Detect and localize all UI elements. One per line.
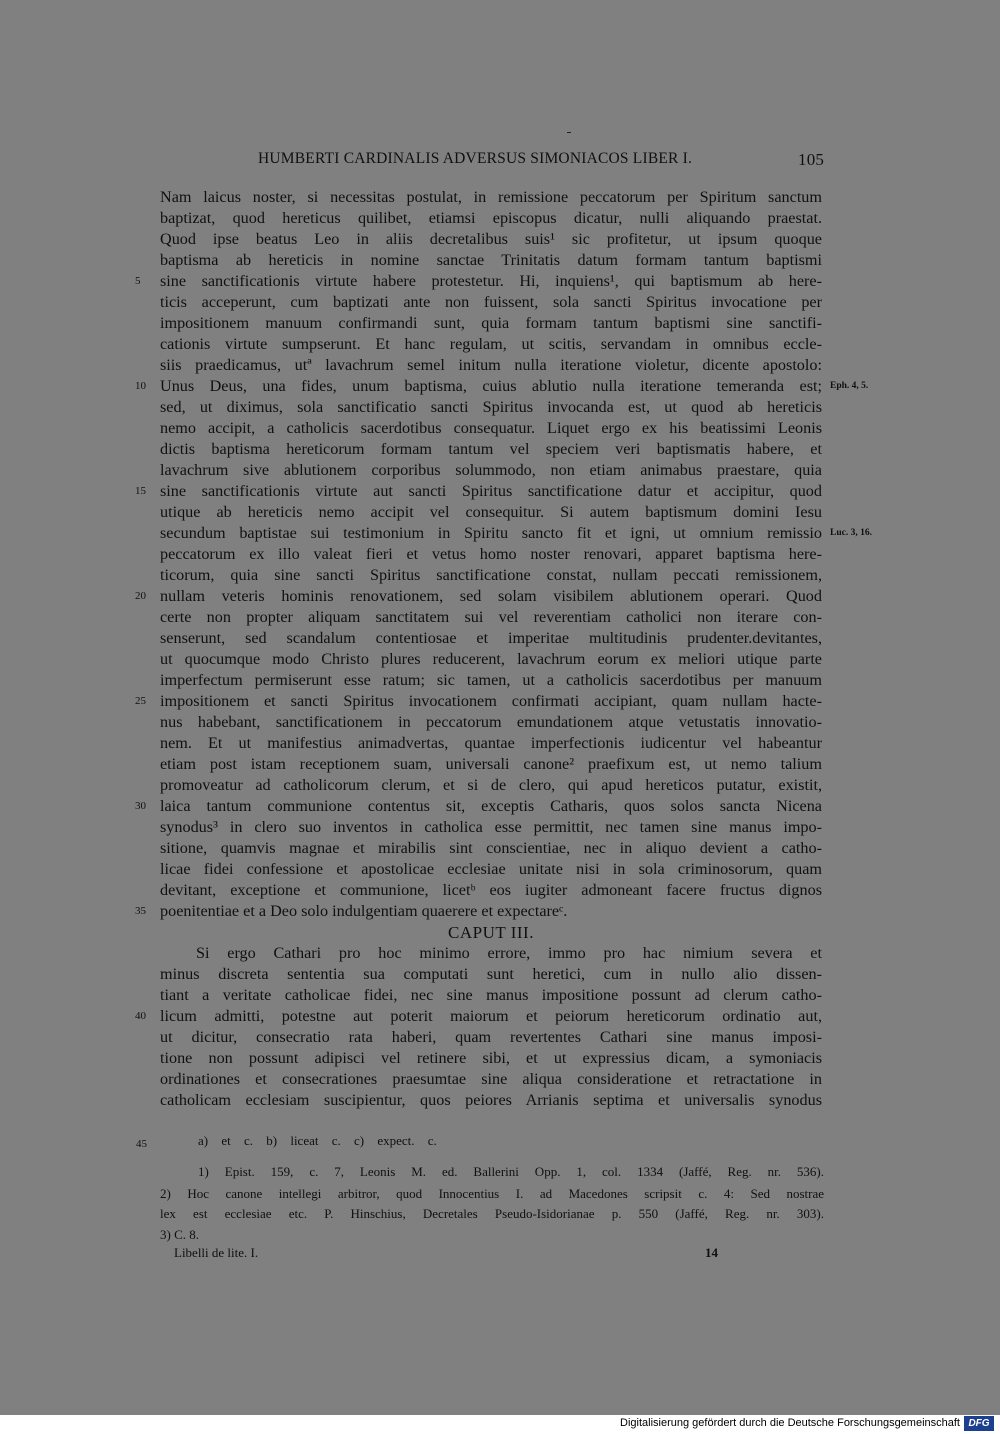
line-text: ut quocumque modo Christo plures reducerent, lavachrum eorum ex meliori utique parte [160,650,822,668]
text-line [160,187,822,208]
line-text: baptisma ab hereticis in nomine sanctae Trinitatis datum formam tantum baptismi [160,251,822,269]
line-text: impositionem manuum confirmandi sunt, quia formam tantum baptismi sine sanctifi- [160,314,822,332]
text-line [160,649,822,670]
footnote-line-number: 45 [136,1138,147,1150]
line-text: lavachrum sive ablutionem corporibus solummodo, non etiam animabus praestare, quia [160,461,822,479]
page-number: 105 [798,150,825,169]
text-line [160,880,822,901]
line-number: 35 [135,905,146,917]
text-line [160,964,822,985]
text-line [160,859,822,880]
text-line [135,271,822,292]
footnote-1: 1) Epist. 159, c. 7, Leonis M. ed. Ballerini Opp. 1, col. 1334 (Jaffé, Reg. nr. 536). [198,1164,824,1179]
line-text: catholicam ecclesiam suscipientur, quos peiores Arrianis septima et universalis synodus [160,1091,822,1109]
margin-reference: Eph. 4, 5. [830,381,869,391]
text-line [160,775,822,796]
text-line [160,1090,822,1111]
line-text: ticorum, quia sine sancti Spiritus sanctificatione constat, nullam peccati remissionem, [160,566,822,584]
running-header: HUMBERTI CARDINALIS ADVERSUS SIMONIACOS LIBER I. [258,150,693,167]
text-line [135,586,822,607]
dfg-logo-icon: DFG [964,1416,994,1431]
text-line [160,460,822,481]
footnote-2-continued: lex est ecclesiae etc. P. Hinschius, Decretales Pseudo-Isidorianae p. 550 (Jaffé, Reg. nr. 303). [160,1206,824,1221]
text-line [160,817,822,838]
line-number: 25 [135,695,146,707]
signature-label: Libelli de lite. I. [174,1245,259,1260]
text-line [135,1006,822,1027]
text-line [160,838,822,859]
text-line [160,292,822,313]
critical-apparatus: a) et c. b) liceat c. c) expect. c. [198,1133,437,1148]
line-text: nem. Et ut manifestius animadvertas, quantae imperfectionis iudicentur vel habeantur [160,734,822,752]
line-text: tiant a veritate catholicae fidei, nec sine manus impositione possunt ad clerum catho- [160,986,822,1004]
line-text: secundum baptistae sui testimonium in Spiritu sancto fit et igni, ut omnium remissio [160,524,822,542]
line-number: 40 [135,1010,146,1022]
line-text: impositionem et sancti Spiritus invocationem confirmati accipiant, quam nullam hacte- [160,692,822,710]
signature-number: 14 [705,1245,718,1260]
line-text: tione non possunt adipisci vel retinere sibi, et ut expressius dicam, a symoniacis [160,1049,822,1067]
line-text: dictis baptisma hereticorum formam tantum vel speciem veri baptismatis habere, et [160,440,822,458]
line-text: laica tantum communione contentus sit, exceptis Catharis, quos solos sancta Nicena [160,797,822,815]
line-text: sitione, quamvis magnae et mirabilis sint conscientiae, nec in aliquo devient a catho- [160,839,822,857]
text-line [135,691,822,712]
text-line [160,565,822,586]
text-line [135,796,822,817]
line-text: licae fidei confessione et apostolicae ecclesiae unitate nisi in sola criminosorum, quam [160,860,822,878]
text-line [160,250,822,271]
line-text: ticis acceperunt, cum baptizati ante non fuissent, sola sancti Spiritus invocatione per [160,293,822,311]
text-line [160,733,822,754]
line-text: sed, ut diximus, sola sanctificatio sancti Spiritus invocanda est, ut quod ab hereticis [160,398,822,416]
text-line [160,1069,822,1090]
line-text: etiam post istam receptionem suam, universali canone² praefixum est, ut nemo talium [160,755,822,773]
text-line [160,502,822,523]
line-text: baptizat, quod hereticus quilibet, etiamsi episcopus dicatur, nulli aliquando praestat. [160,209,822,227]
line-text: sine sanctificationis virtute aut sancti Spiritus sanctificatione datur et accipitur, quod [160,482,822,500]
text-line [160,355,822,376]
line-text: nemo accipit, a catholicis sacerdotibus consequatur. Liquet ergo ex his beatissimi Leonis [160,419,822,437]
text-line [160,670,822,691]
line-text: Nam laicus noster, si necessitas postulat, in remissione peccatorum per Spiritum sanctum [160,188,822,206]
line-text: poenitentiae et a Deo solo indulgentiam quaerere et expectareᶜ. [160,902,568,920]
line-text: peccatorum ex illo valeat fieri et vetus homo noster renovari, apparet baptisma here- [160,545,822,563]
text-line [160,754,822,775]
line-text: nullam veteris hominis renovationem, sed solam visibilem ablutionem operari. Quod [160,587,822,605]
line-text: utique ab hereticis nemo accipit vel consequitur. Si autem baptismum domini Iesu [160,503,822,521]
line-text: licum admitti, potestne aut poterit maiorum et peiorum hereticorum ordinatio aut, [160,1007,822,1025]
line-text: Si ergo Cathari pro hoc minimo errore, immo pro hac nimium severa et [196,944,822,962]
text-line [160,523,872,544]
line-text: imperfectum permiserunt esse ratum; sic tamen, ut a catholicis sacerdotibus per manuum [160,671,822,689]
text-line [160,1048,822,1069]
line-number: 10 [135,380,146,392]
text-line [160,1027,822,1048]
print-mark [567,132,571,133]
text-line [135,901,822,922]
line-number: 5 [135,275,141,287]
text-line [160,607,822,628]
text-line [160,439,822,460]
line-text: cationis virtute sumpserunt. Et hanc regulam, ut scitis, servandam in omnibus eccle- [160,335,822,353]
line-text: senserunt, sed scandalum contentiosae et imperitae multitudinis prudenter.devitantes, [160,629,822,647]
line-text: promoveatur ad catholicorum clerum, et si de clero, qui apud hereticos putatur, existit, [160,776,822,794]
text-line [160,229,822,250]
line-number: 15 [135,485,146,497]
text-line [160,628,822,649]
text-line [160,334,822,355]
chapter-heading [160,922,822,943]
credit-bar [0,1415,1000,1434]
line-text: Quod ipse beatus Leo in aliis decretalibus suis¹ sic profitetur, ut ipsum quoque [160,230,822,248]
line-text: ut dicitur, consecratio rata haberi, quam revertentes Cathari sine manus imposi- [160,1028,822,1046]
line-text: CAPUT III. [448,923,534,942]
line-text: ordinationes et consecrationes praesumtae sine aliqua consideratione et retractatione in [160,1070,822,1088]
text-line [160,712,822,733]
line-text: Unus Deus, una fides, unum baptisma, cuius ablutio nulla iteratione temeranda est; [160,377,822,395]
line-text: devitant, exceptione et communione, licetᵇ eos iugiter admoneant facere fructus dignos [160,881,822,899]
line-text: certe non propter aliquam sanctitatem sui vel reverentiam catholici non iterare con- [160,608,822,626]
line-text: nus habebant, sanctificationem in peccatorum emundationem atque vetustatis innovatio- [160,713,822,731]
line-text: sine sanctificationis virtute habere protestetur. Hi, inquiens¹, qui baptismum ab here- [160,272,822,290]
main-text [135,187,872,1111]
text-line [135,481,822,502]
margin-reference: Luc. 3, 16. [830,528,872,538]
text-line [160,943,822,964]
text-line [160,313,822,334]
text-line [160,397,822,418]
line-number: 30 [135,800,146,812]
footnote-3: 3) C. 8. [160,1227,199,1242]
credit-text: Digitalisierung gefördert durch die Deutsche Forschungsgemeinschaft [620,1417,960,1429]
line-text: siis praedicamus, utª lavachrum semel initum nulla iteratione violetur, dicente apostolo: [160,356,822,374]
footnote-2: 2) Hoc canone intellegi arbitror, quod Innocentius I. ad Macedones scripsit c. 4: Sed nostrae [160,1186,824,1201]
line-number: 20 [135,590,146,602]
text-line [160,985,822,1006]
line-text: minus discreta sententia sua computati sunt heretici, cum in nullo alio dissen- [160,965,822,983]
text-line [135,376,869,397]
line-text: synodus³ in clero suo inventos in catholica esse permittit, nec tamen sine manus impo- [160,818,822,836]
text-line [160,418,822,439]
text-line [160,544,822,565]
text-line [160,208,822,229]
